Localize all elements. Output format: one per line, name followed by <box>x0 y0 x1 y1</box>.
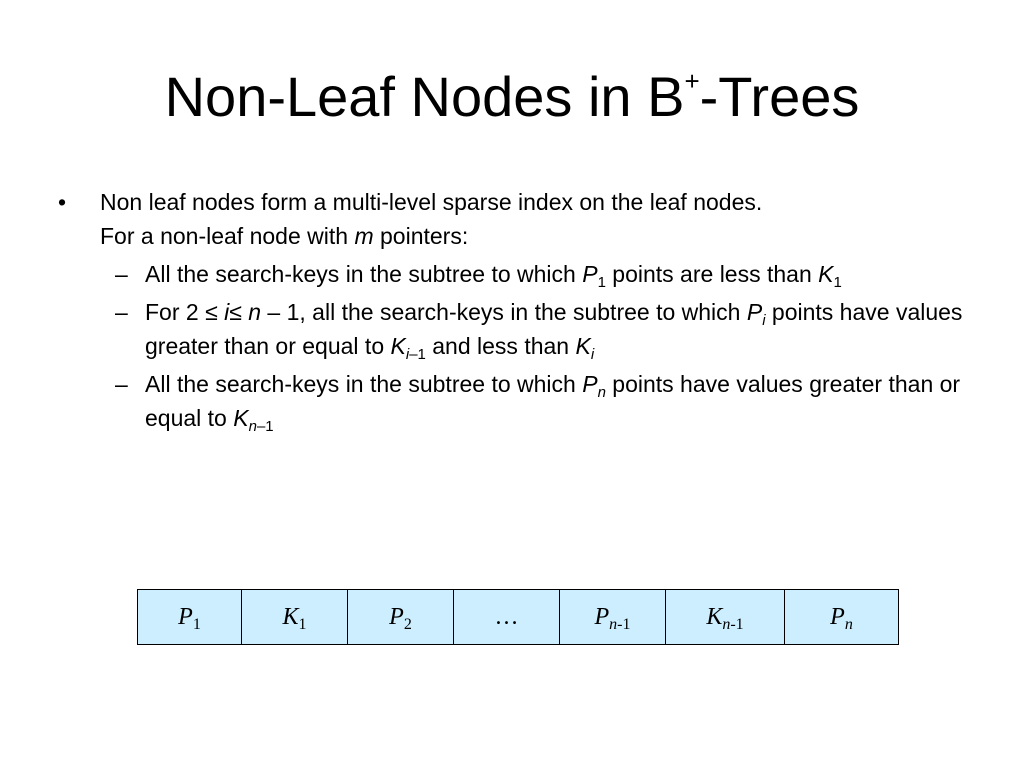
node-row <box>138 590 899 645</box>
sub-bullet-text: All the search-keys in the subtree to which <box>145 261 583 287</box>
bullet-text: pointers: <box>373 223 469 249</box>
node-cell-p2 <box>348 590 454 645</box>
variable-n: n <box>248 299 262 325</box>
cell-var: K <box>706 603 723 630</box>
cell-subscript: -1 <box>617 615 631 633</box>
cell-subscript: 2 <box>403 615 412 633</box>
sub-bullet-text: and less than <box>425 333 576 359</box>
bullet-item <box>58 185 978 253</box>
variable-p: P <box>746 299 763 325</box>
node-cell-p1 <box>138 590 242 645</box>
bullet-text: For a non-leaf node with <box>100 223 355 249</box>
bullet-text: Non leaf nodes form a multi-level sparse index on the leaf nodes. <box>100 189 763 215</box>
sub-bullet-text: All the search-keys in the subtree to which <box>145 371 583 397</box>
variable-p: P <box>582 371 598 397</box>
sub-bullet-text: points have values greater than or equal to <box>145 299 963 359</box>
sub-bullet-item <box>58 295 978 363</box>
node-cell-kn-1 <box>666 590 785 645</box>
le-symbol: ≤ <box>229 299 242 325</box>
subscript: i <box>590 346 595 363</box>
subscript: i <box>405 346 410 363</box>
variable-k: K <box>575 333 591 359</box>
variable-m: m <box>354 223 374 249</box>
slide-content <box>58 185 978 435</box>
cell-subscript: -1 <box>730 615 744 633</box>
sub-bullet-text: – 1, all the search-keys in the subtree to which <box>261 299 747 325</box>
cell-var: P <box>178 603 193 630</box>
sub-bullet-item <box>58 367 978 435</box>
title-superscript-plus: + <box>684 66 700 96</box>
node-cell-pn <box>785 590 899 645</box>
variable-k: K <box>818 261 834 287</box>
variable-i: i <box>224 299 230 325</box>
dash-marker: – <box>115 299 128 325</box>
cell-ellipsis: … <box>494 603 519 630</box>
cell-var: K <box>282 603 299 630</box>
title-text-rest: -Trees <box>699 65 860 128</box>
variable-k: K <box>233 405 249 431</box>
cell-var: P <box>830 603 845 630</box>
variable-p: P <box>582 261 598 287</box>
subscript: 1 <box>597 274 606 291</box>
dash-marker: – <box>115 371 128 397</box>
variable-k: K <box>390 333 406 359</box>
sub-bullet-text: For 2 <box>145 299 206 325</box>
cell-var: P <box>389 603 404 630</box>
node-cell-k1 <box>242 590 348 645</box>
cell-subscript: n <box>844 615 853 633</box>
subscript: n <box>248 418 257 435</box>
bullet-marker: • <box>58 189 67 215</box>
sub-bullet-text: points have values greater than or equal to <box>145 371 961 431</box>
cell-subscript: 1 <box>192 615 201 633</box>
slide-title <box>0 62 1024 142</box>
node-structure-table <box>137 589 899 645</box>
cell-subscript: 1 <box>298 615 307 633</box>
le-symbol: ≤ <box>205 299 218 325</box>
subscript: –1 <box>409 346 426 363</box>
subscript: i <box>762 312 766 329</box>
cell-subscript: n <box>722 615 731 633</box>
node-cell-ellipsis <box>454 590 560 645</box>
sub-bullet-item <box>58 257 978 291</box>
cell-var: P <box>594 603 610 630</box>
cell-subscript: n <box>609 615 618 633</box>
dash-marker: – <box>115 261 128 287</box>
sub-bullet-text: points are less than <box>605 261 819 287</box>
subscript: –1 <box>256 418 274 435</box>
subscript: 1 <box>833 274 842 291</box>
subscript: n <box>597 384 606 401</box>
node-cell-pn-1 <box>560 590 666 645</box>
title-text: Non-Leaf Nodes in B <box>164 65 685 128</box>
